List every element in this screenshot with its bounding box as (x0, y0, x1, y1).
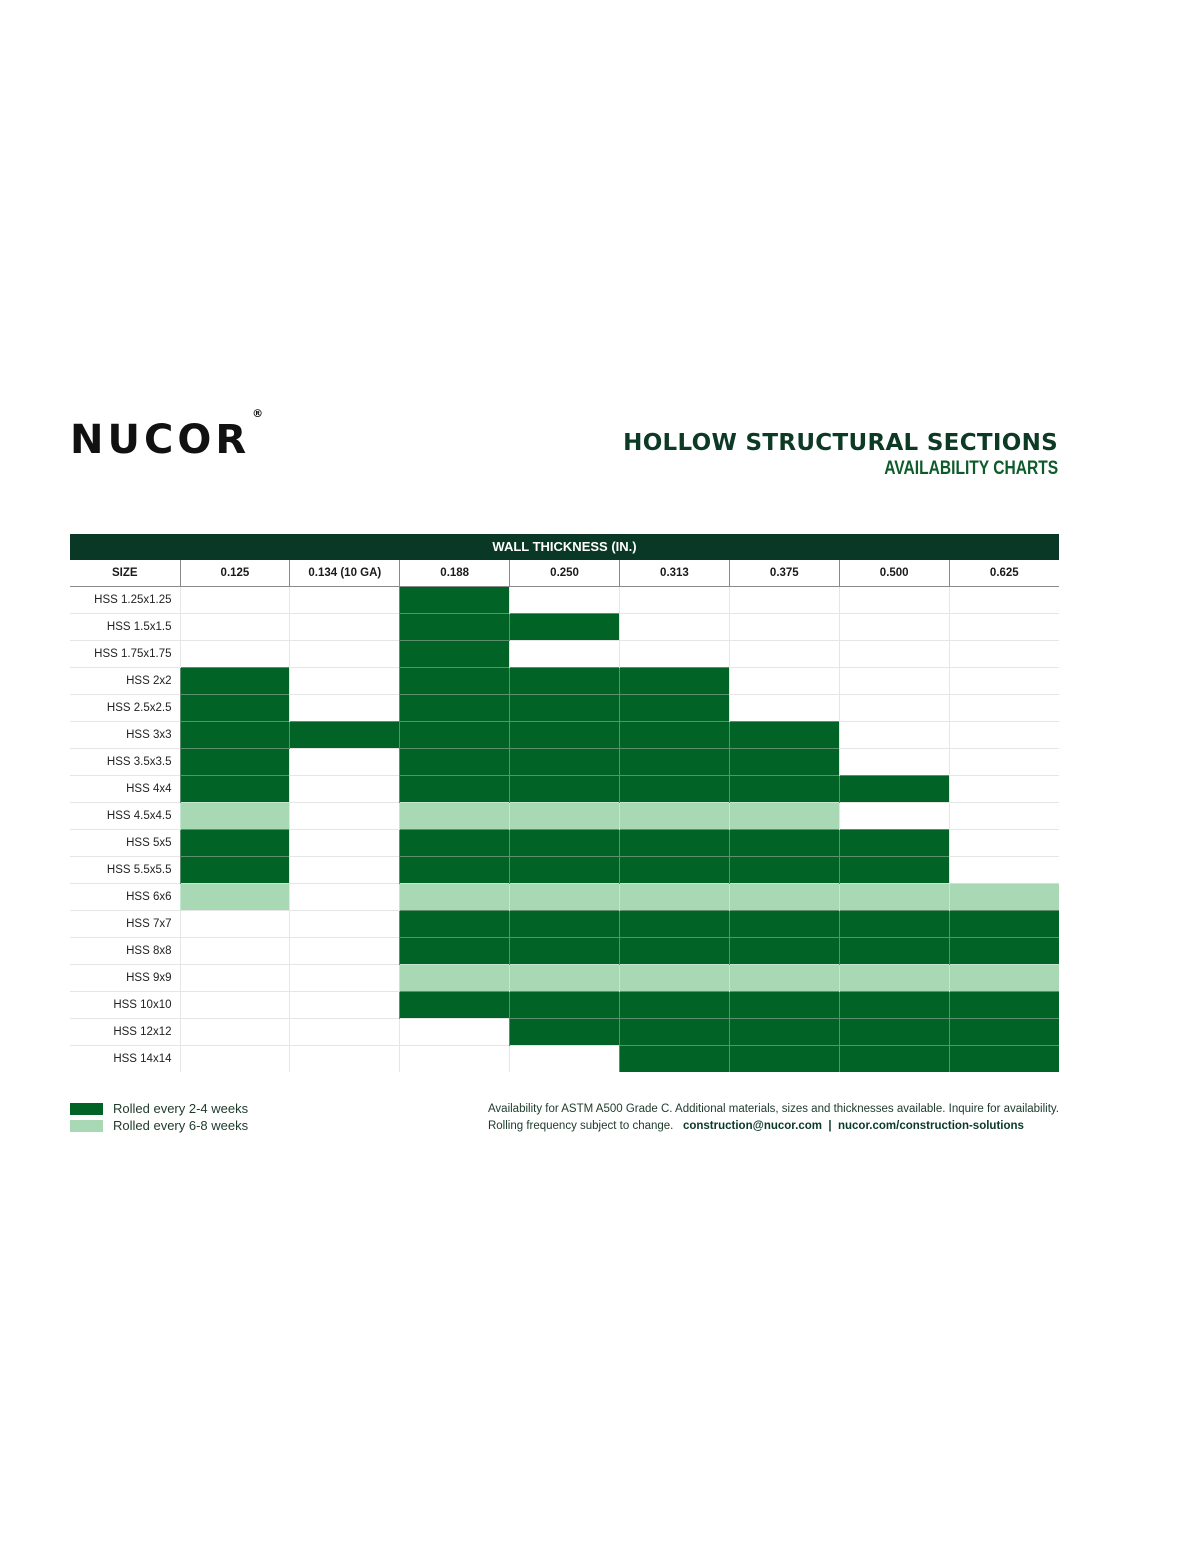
availability-cell-2-4-weeks (729, 830, 839, 857)
legend-label: Rolled every 2-4 weeks (113, 1101, 249, 1116)
availability-cell-6-8-weeks (400, 965, 510, 992)
table-row (70, 722, 1059, 749)
thickness-column-header: 0.125 (180, 560, 290, 587)
availability-cell-empty (949, 668, 1059, 695)
availability-cell-empty (290, 1019, 400, 1046)
table-row (70, 668, 1059, 695)
availability-cell-empty (290, 965, 400, 992)
availability-cell-2-4-weeks (290, 722, 400, 749)
availability-cell-2-4-weeks (620, 857, 730, 884)
table-row (70, 641, 1059, 668)
availability-cell-empty (839, 749, 949, 776)
availability-cell-empty (510, 641, 620, 668)
availability-cell-empty (949, 857, 1059, 884)
availability-cell-2-4-weeks (729, 1019, 839, 1046)
size-label: HSS 7x7 (70, 911, 180, 938)
availability-cell-empty (510, 587, 620, 614)
availability-cell-empty (729, 641, 839, 668)
size-label: HSS 12x12 (70, 1019, 180, 1046)
availability-cell-2-4-weeks (180, 830, 290, 857)
availability-cell-2-4-weeks (949, 1046, 1059, 1073)
availability-cell-6-8-weeks (180, 884, 290, 911)
availability-cell-2-4-weeks (729, 992, 839, 1019)
contact-email-link[interactable]: construction@nucor.com (682, 1120, 822, 1132)
availability-cell-2-4-weeks (510, 776, 620, 803)
availability-cell-empty (180, 587, 290, 614)
nucor-logo (70, 406, 264, 463)
size-label: HSS 1.75x1.75 (70, 641, 180, 668)
availability-cell-empty (949, 641, 1059, 668)
page-title: HOLLOW STRUCTURAL SECTIONS (623, 430, 1058, 456)
availability-cell-2-4-weeks (510, 857, 620, 884)
size-label: HSS 14x14 (70, 1046, 180, 1073)
size-column-header: SIZE (70, 560, 180, 587)
availability-cell-2-4-weeks (949, 1019, 1059, 1046)
availability-cell-2-4-weeks (620, 776, 730, 803)
table-row (70, 965, 1059, 992)
availability-cell-2-4-weeks (400, 992, 510, 1019)
availability-cell-6-8-weeks (729, 965, 839, 992)
size-label: HSS 9x9 (70, 965, 180, 992)
availability-cell-2-4-weeks (400, 641, 510, 668)
thickness-column-header: 0.500 (839, 560, 949, 587)
availability-cell-empty (949, 587, 1059, 614)
availability-cell-2-4-weeks (510, 992, 620, 1019)
availability-cell-6-8-weeks (620, 803, 730, 830)
legend-item-2-4-weeks (70, 1100, 248, 1117)
availability-cell-empty (290, 830, 400, 857)
table-row (70, 992, 1059, 1019)
size-label: HSS 1.5x1.5 (70, 614, 180, 641)
availability-cell-2-4-weeks (839, 1019, 949, 1046)
legend-item-6-8-weeks (70, 1117, 248, 1134)
size-label: HSS 6x6 (70, 884, 180, 911)
availability-cell-empty (290, 911, 400, 938)
availability-cell-6-8-weeks (729, 803, 839, 830)
availability-cell-2-4-weeks (620, 992, 730, 1019)
size-label: HSS 4.5x4.5 (70, 803, 180, 830)
availability-cell-2-4-weeks (180, 776, 290, 803)
footer-line-2 (488, 1118, 1059, 1135)
size-label: HSS 2x2 (70, 668, 180, 695)
availability-cell-2-4-weeks (729, 938, 839, 965)
size-label: HSS 4x4 (70, 776, 180, 803)
availability-cell-2-4-weeks (949, 938, 1059, 965)
availability-cell-empty (290, 938, 400, 965)
availability-cell-empty (620, 641, 730, 668)
availability-cell-empty (290, 695, 400, 722)
table-row (70, 587, 1059, 614)
availability-cell-2-4-weeks (510, 749, 620, 776)
table-row (70, 749, 1059, 776)
table-row (70, 884, 1059, 911)
table-row (70, 803, 1059, 830)
availability-cell-6-8-weeks (949, 965, 1059, 992)
availability-cell-6-8-weeks (400, 803, 510, 830)
availability-cell-2-4-weeks (729, 1046, 839, 1073)
wall-thickness-band: WALL THICKNESS (IN.) (70, 534, 1059, 560)
availability-cell-empty (400, 1046, 510, 1073)
availability-cell-empty (290, 803, 400, 830)
availability-cell-2-4-weeks (620, 830, 730, 857)
availability-cell-empty (290, 776, 400, 803)
availability-cell-2-4-weeks (620, 1046, 730, 1073)
availability-cell-2-4-weeks (400, 857, 510, 884)
page-subtitle: AVAILABILITY CHARTS (884, 458, 1058, 479)
availability-cell-2-4-weeks (620, 668, 730, 695)
availability-cell-2-4-weeks (839, 938, 949, 965)
availability-cell-2-4-weeks (510, 830, 620, 857)
availability-cell-6-8-weeks (400, 884, 510, 911)
availability-cell-2-4-weeks (180, 857, 290, 884)
availability-cell-2-4-weeks (510, 722, 620, 749)
availability-cell-empty (290, 587, 400, 614)
availability-cell-empty (729, 587, 839, 614)
availability-cell-6-8-weeks (729, 884, 839, 911)
size-label: HSS 5x5 (70, 830, 180, 857)
legend-swatch-light (70, 1120, 103, 1132)
availability-cell-2-4-weeks (729, 776, 839, 803)
availability-cell-6-8-weeks (839, 965, 949, 992)
availability-chart (70, 534, 1059, 1072)
header-row (70, 560, 1059, 587)
size-label: HSS 8x8 (70, 938, 180, 965)
footer-notes (488, 1101, 1059, 1135)
thickness-column-header: 0.188 (400, 560, 510, 587)
availability-cell-2-4-weeks (620, 911, 730, 938)
availability-cell-empty (290, 857, 400, 884)
availability-cell-empty (180, 938, 290, 965)
availability-cell-6-8-weeks (510, 803, 620, 830)
availability-cell-2-4-weeks (510, 614, 620, 641)
availability-cell-empty (290, 1046, 400, 1073)
availability-cell-2-4-weeks (180, 668, 290, 695)
availability-cell-empty (839, 668, 949, 695)
availability-cell-empty (400, 1019, 510, 1046)
availability-cell-empty (290, 668, 400, 695)
size-label: HSS 2.5x2.5 (70, 695, 180, 722)
availability-cell-empty (180, 911, 290, 938)
availability-cell-2-4-weeks (839, 857, 949, 884)
thickness-column-header: 0.313 (620, 560, 730, 587)
availability-cell-6-8-weeks (620, 965, 730, 992)
size-label: HSS 5.5x5.5 (70, 857, 180, 884)
availability-cell-empty (290, 884, 400, 911)
availability-table (70, 560, 1059, 1072)
table-body (70, 587, 1059, 1073)
size-label: HSS 3.5x3.5 (70, 749, 180, 776)
table-row (70, 1019, 1059, 1046)
thickness-column-header: 0.375 (729, 560, 839, 587)
availability-cell-2-4-weeks (180, 695, 290, 722)
availability-cell-empty (839, 587, 949, 614)
availability-cell-empty (290, 992, 400, 1019)
availability-cell-2-4-weeks (400, 668, 510, 695)
availability-cell-2-4-weeks (400, 911, 510, 938)
availability-cell-2-4-weeks (839, 776, 949, 803)
thickness-column-header: 0.134 (10 GA) (290, 560, 400, 587)
availability-cell-empty (949, 803, 1059, 830)
availability-cell-6-8-weeks (510, 965, 620, 992)
availability-cell-empty (290, 614, 400, 641)
availability-cell-2-4-weeks (729, 911, 839, 938)
availability-cell-2-4-weeks (400, 722, 510, 749)
table-row (70, 1046, 1059, 1073)
logo-text: NUCOR (70, 417, 251, 463)
availability-cell-empty (949, 614, 1059, 641)
website-link[interactable]: nucor.com/construction-solutions (837, 1120, 1024, 1132)
availability-cell-empty (949, 749, 1059, 776)
availability-cell-2-4-weeks (400, 749, 510, 776)
table-row (70, 938, 1059, 965)
table-row (70, 911, 1059, 938)
availability-cell-2-4-weeks (839, 830, 949, 857)
availability-cell-empty (510, 1046, 620, 1073)
availability-cell-empty (729, 614, 839, 641)
availability-cell-2-4-weeks (400, 695, 510, 722)
availability-cell-2-4-weeks (729, 722, 839, 749)
table-row (70, 614, 1059, 641)
availability-cell-empty (949, 776, 1059, 803)
availability-cell-2-4-weeks (180, 749, 290, 776)
availability-cell-empty (949, 695, 1059, 722)
availability-cell-empty (620, 614, 730, 641)
availability-cell-2-4-weeks (510, 695, 620, 722)
availability-cell-2-4-weeks (400, 614, 510, 641)
availability-cell-empty (839, 695, 949, 722)
availability-cell-empty (180, 992, 290, 1019)
availability-cell-empty (729, 695, 839, 722)
availability-cell-2-4-weeks (839, 1046, 949, 1073)
availability-cell-2-4-weeks (620, 938, 730, 965)
availability-cell-empty (180, 1019, 290, 1046)
availability-cell-empty (180, 641, 290, 668)
availability-cell-2-4-weeks (839, 911, 949, 938)
availability-cell-empty (949, 722, 1059, 749)
size-label: HSS 10x10 (70, 992, 180, 1019)
availability-cell-empty (839, 641, 949, 668)
legend-label: Rolled every 6-8 weeks (113, 1118, 249, 1133)
availability-cell-2-4-weeks (620, 1019, 730, 1046)
availability-cell-2-4-weeks (620, 722, 730, 749)
availability-cell-2-4-weeks (620, 695, 730, 722)
availability-cell-2-4-weeks (949, 911, 1059, 938)
availability-cell-2-4-weeks (400, 830, 510, 857)
availability-cell-empty (620, 587, 730, 614)
thickness-column-header: 0.625 (949, 560, 1059, 587)
availability-cell-2-4-weeks (729, 749, 839, 776)
table-row (70, 857, 1059, 884)
availability-cell-2-4-weeks (510, 1019, 620, 1046)
footer-line-1: Availability for ASTM A500 Grade C. Additional materials, sizes and thicknesses available. Inquire for availability. (487, 1103, 1059, 1115)
table-row (70, 695, 1059, 722)
availability-cell-empty (180, 1046, 290, 1073)
availability-cell-6-8-weeks (839, 884, 949, 911)
availability-cell-2-4-weeks (729, 857, 839, 884)
availability-cell-2-4-weeks (510, 938, 620, 965)
thickness-column-header: 0.250 (510, 560, 620, 587)
availability-cell-2-4-weeks (180, 722, 290, 749)
availability-cell-empty (839, 722, 949, 749)
availability-cell-2-4-weeks (400, 776, 510, 803)
legend (70, 1100, 248, 1134)
size-label: HSS 3x3 (70, 722, 180, 749)
availability-cell-2-4-weeks (400, 587, 510, 614)
availability-cell-6-8-weeks (620, 884, 730, 911)
availability-cell-6-8-weeks (510, 884, 620, 911)
availability-cell-6-8-weeks (180, 803, 290, 830)
footer-separator: | (828, 1120, 832, 1132)
availability-cell-2-4-weeks (620, 749, 730, 776)
availability-cell-empty (839, 614, 949, 641)
legend-swatch-dark (70, 1103, 103, 1115)
availability-cell-2-4-weeks (510, 911, 620, 938)
availability-cell-empty (839, 803, 949, 830)
size-label: HSS 1.25x1.25 (70, 587, 180, 614)
availability-cell-2-4-weeks (949, 992, 1059, 1019)
availability-cell-2-4-weeks (510, 668, 620, 695)
table-row (70, 830, 1059, 857)
availability-cell-2-4-weeks (839, 992, 949, 1019)
table-row (70, 776, 1059, 803)
footer-disclaimer: Rolling frequency subject to change. (487, 1120, 674, 1132)
registered-mark: ® (252, 406, 264, 420)
availability-cell-empty (180, 965, 290, 992)
availability-cell-empty (949, 830, 1059, 857)
availability-cell-empty (290, 749, 400, 776)
availability-cell-empty (729, 668, 839, 695)
availability-cell-2-4-weeks (400, 938, 510, 965)
availability-cell-6-8-weeks (949, 884, 1059, 911)
availability-cell-empty (180, 614, 290, 641)
availability-cell-empty (290, 641, 400, 668)
